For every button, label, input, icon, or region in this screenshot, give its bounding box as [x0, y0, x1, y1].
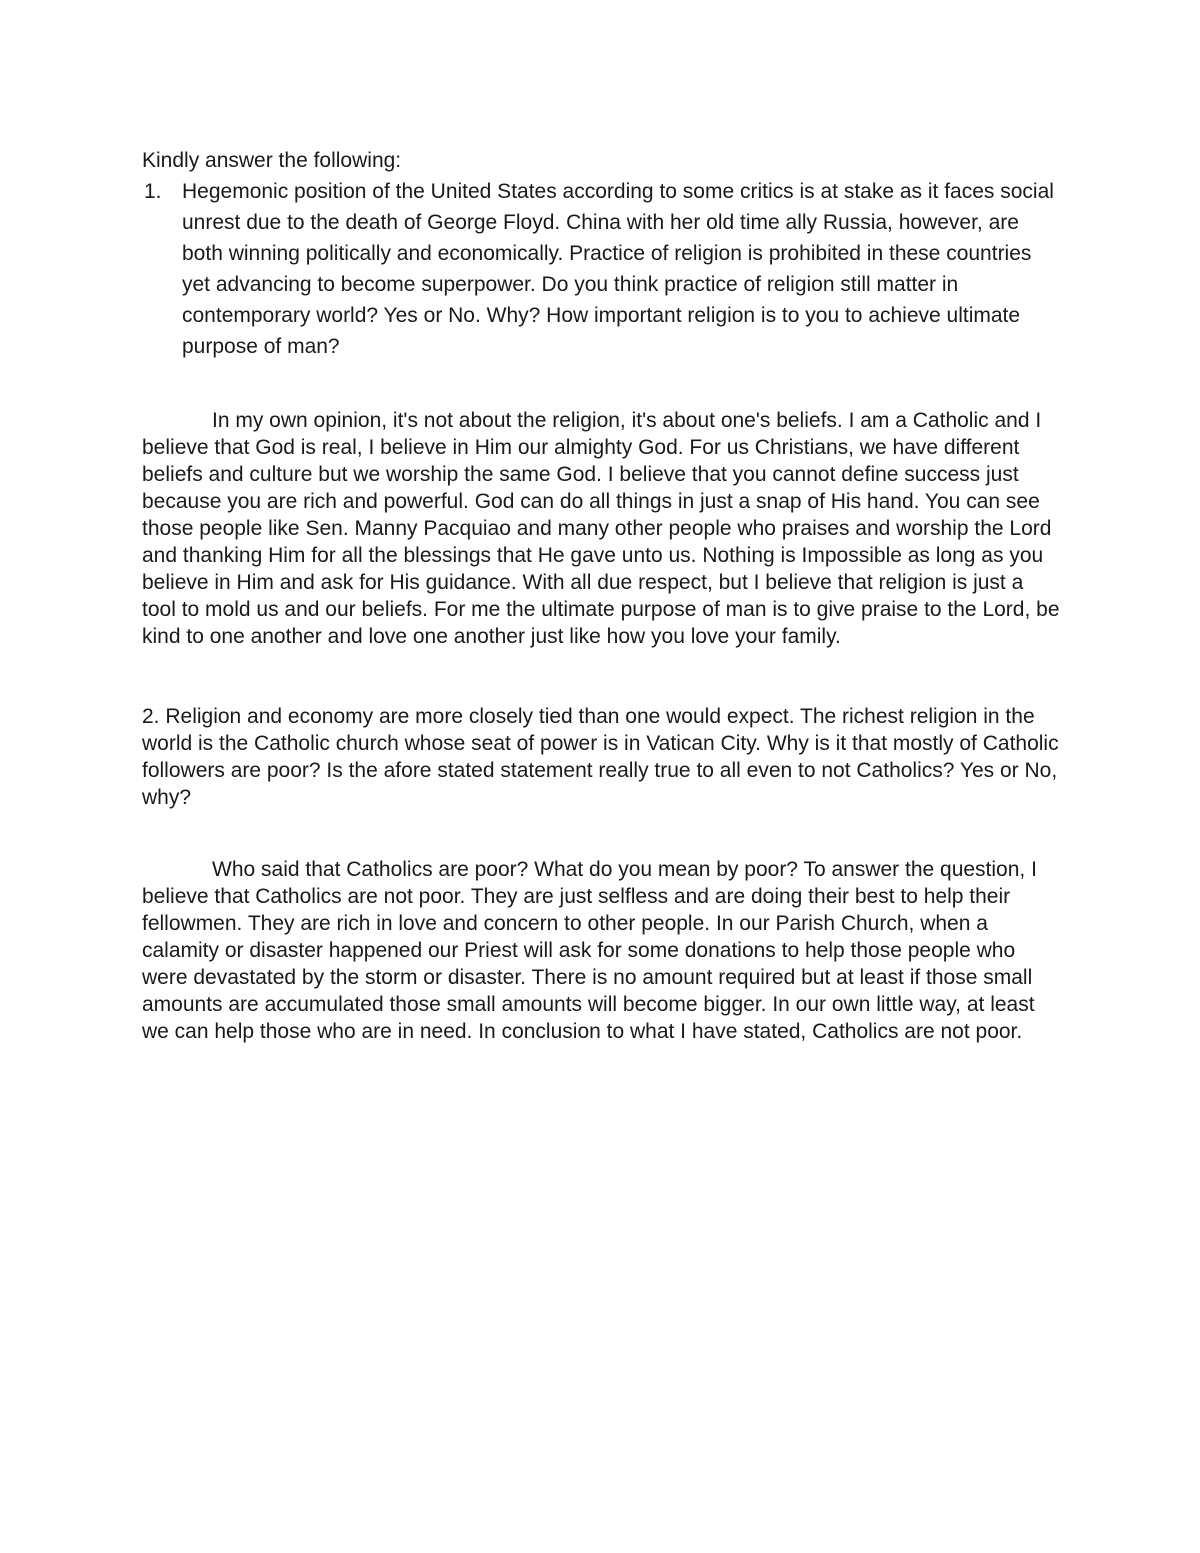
intro-text: Kindly answer the following: [142, 149, 402, 172]
question-2: 2. Religion and economy are more closely tied than one would expect. The richest religion in the world is the Catholic church whose seat of power is in Vatican City. Why is it that mostly of Catholic followers are poor? Is the afore stated statement really true to all even to not Catholics? Yes or No, why? [142, 705, 1059, 809]
question-1-number: 1. [144, 180, 162, 203]
question-1 [142, 176, 1062, 362]
answer-2: Who said that Catholics are poor? What do you mean by poor? To answer the question, I believe that Catholics are not poor. They are just selfless and are doing their best to help their fellowmen. They are rich in love and concern to other people. In our Parish Church, when a calamity or disaster happened our Priest will ask for some donations to help those people who were devastated by the storm or disaster. There is no amount required but at least if those small amounts are accumulated those small amounts will become bigger. In our own little way, at least we can help those who are in need. In conclusion to what I have stated, Catholics are not poor. [142, 858, 1037, 1043]
question-1-text: Hegemonic position of the United States according to some critics is at stake as it faces social unrest due to the death of George Floyd. China with her old time ally Russia, however, are both winning politically and economically. Practice of religion is prohibited in these countries yet advancing to become superpower. Do you think practice of religion still matter in contemporary world? Yes or No. Why? How important religion is to you to achieve ultimate purpose of man? [182, 180, 1054, 358]
answer-1: In my own opinion, it's not about the religion, it's about one's beliefs. I am a Catholic and I believe that God is real, I believe in Him our almighty God. For us Christians, we have different beliefs and culture but we worship the same God. I believe that you cannot define success just because you are rich and powerful. God can do all things in just a snap of His hand. You can see those people like Sen. Manny Pacquiao and many other people who praises and worship the Lord and thanking Him for all the blessings that He gave unto us. Nothing is Impossible as long as you believe in Him and ask for His guidance. With all due respect, but I believe that religion is just a tool to mold us and our beliefs. For me the ultimate purpose of man is to give praise to the Lord, be kind to one another and love one another just like how you love your family. [142, 409, 1060, 648]
document-body [142, 145, 1062, 1045]
